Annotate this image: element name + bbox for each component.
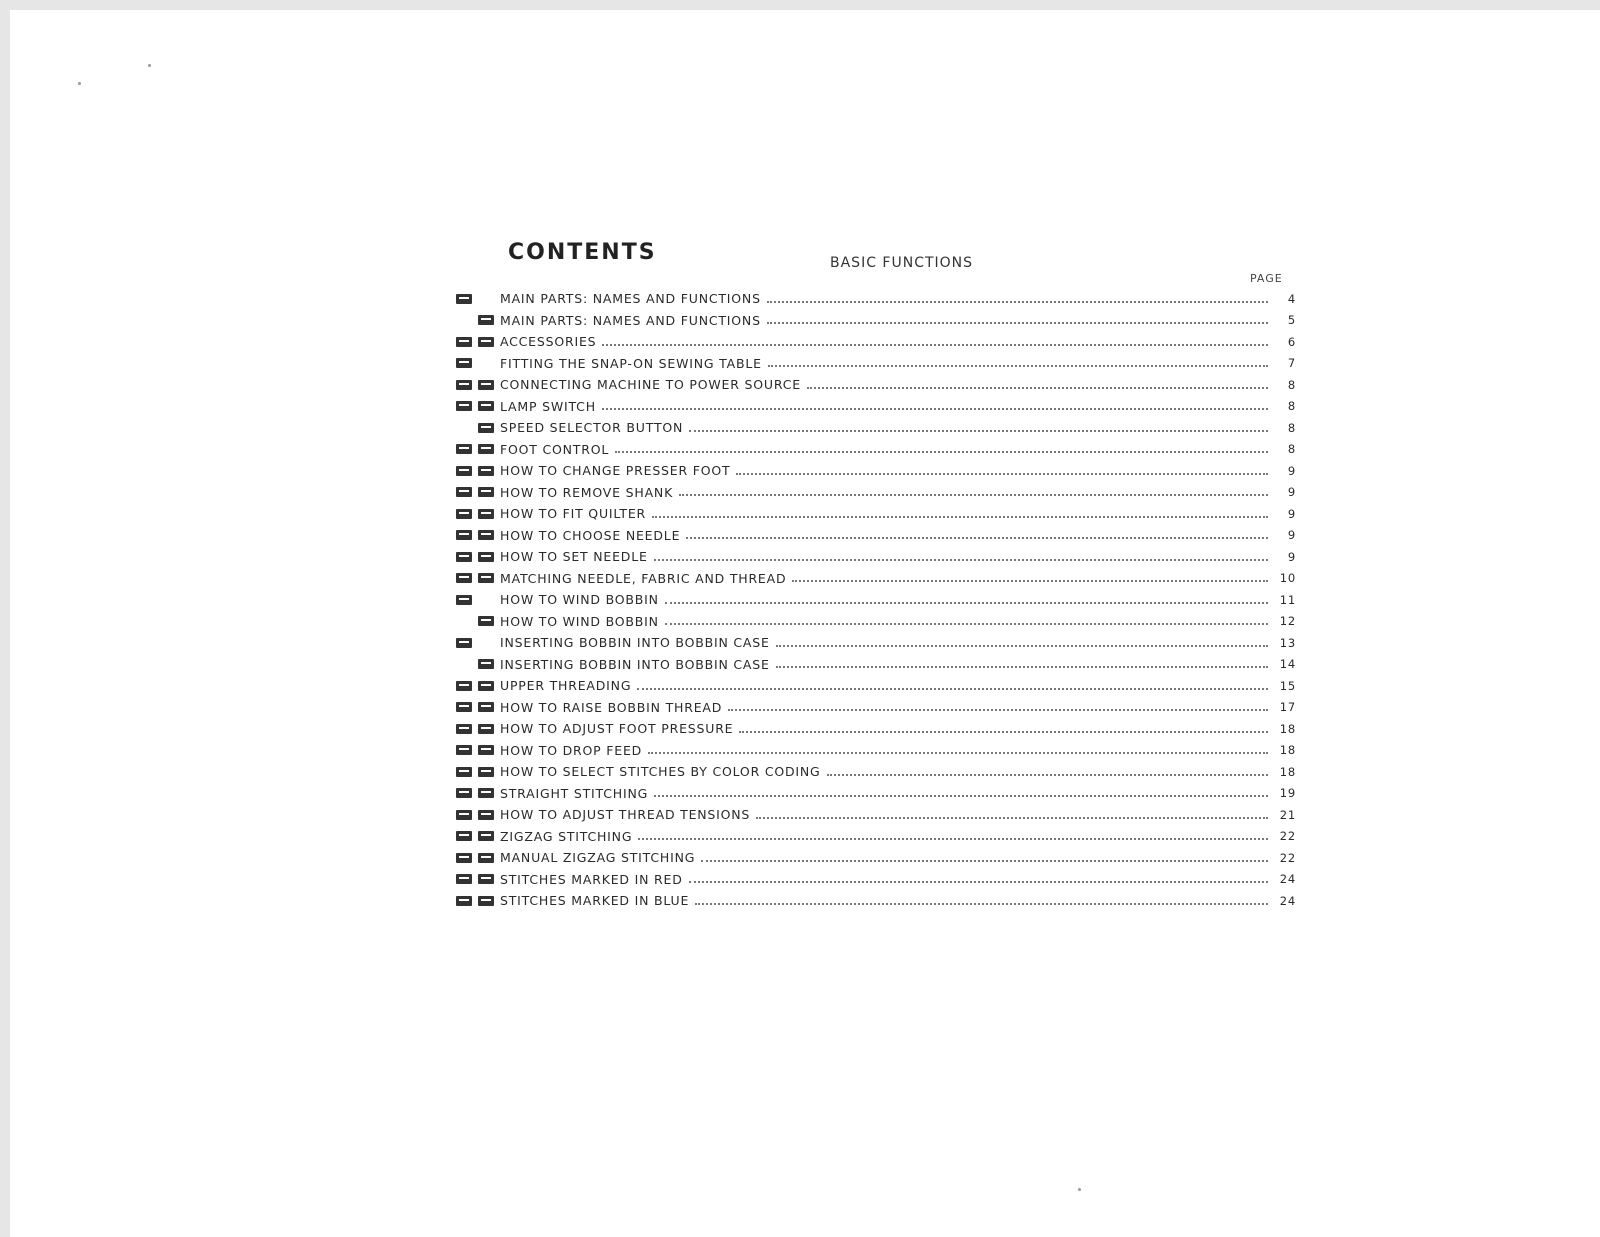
machine-model-icon xyxy=(456,853,472,863)
toc-entry xyxy=(456,546,1296,568)
toc-entry-page: 11 xyxy=(1279,592,1296,607)
toc-entry-page: 18 xyxy=(1279,764,1296,779)
toc-entry xyxy=(456,718,1296,740)
toc-entry xyxy=(456,310,1296,332)
toc-entry-label: STRAIGHT STITCHING xyxy=(500,785,649,801)
empty-mark xyxy=(456,423,472,433)
machine-model-icon xyxy=(478,681,494,691)
toc-entry xyxy=(456,611,1296,633)
scan-speck xyxy=(148,64,151,67)
toc-entry-label: HOW TO ADJUST FOOT PRESSURE xyxy=(500,721,734,737)
dot-leader xyxy=(686,537,1268,539)
machine-model-icon xyxy=(456,401,472,411)
model-marks xyxy=(456,509,500,519)
toc-entry xyxy=(456,826,1296,848)
toc-entry-page: 18 xyxy=(1279,721,1296,736)
toc-entry xyxy=(456,460,1296,482)
dot-leader xyxy=(689,881,1268,883)
machine-model-icon xyxy=(478,573,494,583)
toc-entry-label: ZIGZAG STITCHING xyxy=(500,828,633,844)
machine-model-icon xyxy=(456,552,472,562)
dot-leader xyxy=(695,903,1268,905)
toc-entry xyxy=(456,589,1296,611)
toc-entry-page: 22 xyxy=(1279,829,1296,844)
machine-model-icon xyxy=(456,681,472,691)
toc-entry-label: HOW TO SELECT STITCHES BY COLOR CODING xyxy=(500,764,821,780)
model-marks xyxy=(456,638,500,648)
toc-entry-label: HOW TO RAISE BOBBIN THREAD xyxy=(500,699,723,715)
scan-speck xyxy=(1078,1188,1081,1191)
toc-entry xyxy=(456,374,1296,396)
machine-model-icon xyxy=(478,702,494,712)
dot-leader xyxy=(638,838,1268,840)
contents-title: CONTENTS xyxy=(508,240,657,265)
toc-entry-page: 21 xyxy=(1279,807,1296,822)
machine-model-icon xyxy=(478,659,494,669)
dot-leader xyxy=(792,580,1268,582)
toc-entry-page: 22 xyxy=(1279,850,1296,865)
dot-leader xyxy=(767,301,1268,303)
dot-leader xyxy=(768,365,1268,367)
model-marks xyxy=(456,874,500,884)
toc-entry-label: LAMP SWITCH xyxy=(500,398,596,414)
toc-entry-label: SPEED SELECTOR BUTTON xyxy=(500,420,684,436)
dot-leader xyxy=(739,731,1268,733)
machine-model-icon xyxy=(478,810,494,820)
dot-leader xyxy=(807,387,1268,389)
toc-entry-page: 8 xyxy=(1287,442,1296,457)
dot-leader xyxy=(602,408,1268,410)
machine-model-icon xyxy=(456,810,472,820)
toc-entry-label: HOW TO WIND BOBBIN xyxy=(500,592,659,608)
machine-model-icon xyxy=(478,724,494,734)
model-marks xyxy=(456,767,500,777)
machine-model-icon xyxy=(456,767,472,777)
toc-entry xyxy=(456,288,1296,310)
machine-model-icon xyxy=(478,767,494,777)
machine-model-icon xyxy=(478,487,494,497)
machine-model-icon xyxy=(456,595,472,605)
toc-entry xyxy=(456,439,1296,461)
toc-entry-page: 13 xyxy=(1279,635,1296,650)
toc-entry-label: FITTING THE SNAP-ON SEWING TABLE xyxy=(500,355,762,371)
machine-model-icon xyxy=(456,466,472,476)
toc-entry xyxy=(456,396,1296,418)
dot-leader xyxy=(665,602,1268,604)
model-marks xyxy=(456,552,500,562)
dot-leader xyxy=(615,451,1268,453)
toc-entry xyxy=(456,331,1296,353)
machine-model-icon xyxy=(456,509,472,519)
toc-entry xyxy=(456,654,1296,676)
toc-entry-label: MANUAL ZIGZAG STITCHING xyxy=(500,850,696,866)
machine-model-icon xyxy=(478,853,494,863)
toc-entry xyxy=(456,525,1296,547)
machine-model-icon xyxy=(478,831,494,841)
empty-mark xyxy=(456,315,472,325)
toc-entry xyxy=(456,697,1296,719)
toc-entry-label: CONNECTING MACHINE TO POWER SOURCE xyxy=(500,377,801,393)
machine-model-icon xyxy=(456,638,472,648)
machine-model-icon xyxy=(478,874,494,884)
model-marks xyxy=(456,380,500,390)
toc-entry-page: 12 xyxy=(1279,614,1296,629)
toc-entry-label: HOW TO SET NEEDLE xyxy=(500,549,648,565)
toc-entry-label: HOW TO CHANGE PRESSER FOOT xyxy=(500,463,731,479)
dot-leader xyxy=(701,860,1268,862)
dot-leader xyxy=(679,494,1268,496)
toc-entry-label: INSERTING BOBBIN INTO BOBBIN CASE xyxy=(500,635,770,651)
section-title: BASIC FUNCTIONS xyxy=(830,255,974,271)
dot-leader xyxy=(776,645,1268,647)
model-marks xyxy=(456,745,500,755)
toc-entry xyxy=(456,353,1296,375)
machine-model-icon xyxy=(456,294,472,304)
toc-entry-label: HOW TO WIND BOBBIN xyxy=(500,613,659,629)
machine-model-icon xyxy=(478,466,494,476)
machine-model-icon xyxy=(456,530,472,540)
toc-entry-page: 4 xyxy=(1287,291,1296,306)
document-page xyxy=(10,10,1600,1237)
toc-entry-label: STITCHES MARKED IN BLUE xyxy=(500,893,690,909)
dot-leader xyxy=(776,666,1268,668)
dot-leader xyxy=(736,473,1268,475)
model-marks xyxy=(456,487,500,497)
scan-speck xyxy=(78,82,81,85)
empty-mark xyxy=(456,659,472,669)
toc-entry xyxy=(456,632,1296,654)
toc-entry xyxy=(456,417,1296,439)
machine-model-icon xyxy=(478,423,494,433)
toc-entry xyxy=(456,804,1296,826)
model-marks xyxy=(456,810,500,820)
toc-entry xyxy=(456,783,1296,805)
toc-entry-label: UPPER THREADING xyxy=(500,678,632,694)
toc-entry xyxy=(456,890,1296,912)
toc-entry xyxy=(456,761,1296,783)
machine-model-icon xyxy=(456,874,472,884)
toc-entry-page: 9 xyxy=(1287,506,1296,521)
toc-entry xyxy=(456,869,1296,891)
empty-mark xyxy=(478,595,494,605)
toc-entry-page: 8 xyxy=(1287,420,1296,435)
toc-entry-page: 19 xyxy=(1279,786,1296,801)
empty-mark xyxy=(478,358,494,368)
machine-model-icon xyxy=(478,509,494,519)
dot-leader xyxy=(665,623,1268,625)
machine-model-icon xyxy=(456,724,472,734)
machine-model-icon xyxy=(456,380,472,390)
toc-entry-page: 9 xyxy=(1287,528,1296,543)
dot-leader xyxy=(728,709,1268,711)
model-marks xyxy=(456,573,500,583)
dot-leader xyxy=(637,688,1268,690)
toc-entry-label: HOW TO CHOOSE NEEDLE xyxy=(500,527,681,543)
machine-model-icon xyxy=(478,616,494,626)
dot-leader xyxy=(767,322,1268,324)
toc-entry-label: MAIN PARTS: NAMES AND FUNCTIONS xyxy=(500,291,761,307)
model-marks xyxy=(456,315,500,325)
model-marks xyxy=(456,595,500,605)
toc-entry-page: 10 xyxy=(1279,571,1296,586)
toc-entry-label: FOOT CONTROL xyxy=(500,441,610,457)
toc-entry xyxy=(456,847,1296,869)
machine-model-icon xyxy=(456,745,472,755)
machine-model-icon xyxy=(456,788,472,798)
toc-entry-page: 9 xyxy=(1287,463,1296,478)
machine-model-icon xyxy=(456,831,472,841)
toc-entry-label: HOW TO DROP FEED xyxy=(500,742,643,758)
toc-entry-page: 7 xyxy=(1287,356,1296,371)
machine-model-icon xyxy=(478,444,494,454)
dot-leader xyxy=(827,774,1268,776)
model-marks xyxy=(456,530,500,540)
machine-model-icon xyxy=(456,358,472,368)
machine-model-icon xyxy=(456,573,472,583)
model-marks xyxy=(456,444,500,454)
machine-model-icon xyxy=(478,896,494,906)
machine-model-icon xyxy=(478,788,494,798)
model-marks xyxy=(456,896,500,906)
dot-leader xyxy=(652,516,1268,518)
toc-entry xyxy=(456,482,1296,504)
toc-entry-label: MATCHING NEEDLE, FABRIC AND THREAD xyxy=(500,570,787,586)
toc-entry-label: ACCESSORIES xyxy=(500,334,597,350)
model-marks xyxy=(456,831,500,841)
dot-leader xyxy=(654,559,1268,561)
model-marks xyxy=(456,423,500,433)
toc-entry-page: 24 xyxy=(1279,872,1296,887)
model-marks xyxy=(456,681,500,691)
model-marks xyxy=(456,659,500,669)
model-marks xyxy=(456,358,500,368)
model-marks xyxy=(456,788,500,798)
toc-entry-label: HOW TO ADJUST THREAD TENSIONS xyxy=(500,807,751,823)
model-marks xyxy=(456,853,500,863)
machine-model-icon xyxy=(478,552,494,562)
machine-model-icon xyxy=(478,401,494,411)
toc-entry-page: 8 xyxy=(1287,399,1296,414)
toc-entry-page: 9 xyxy=(1287,485,1296,500)
table-of-contents xyxy=(456,288,1296,912)
model-marks xyxy=(456,294,500,304)
toc-entry-page: 17 xyxy=(1279,700,1296,715)
toc-entry-label: STITCHES MARKED IN RED xyxy=(500,871,683,887)
model-marks xyxy=(456,466,500,476)
toc-entry-page: 6 xyxy=(1287,334,1296,349)
dot-leader xyxy=(756,817,1268,819)
machine-model-icon xyxy=(478,380,494,390)
toc-entry-page: 14 xyxy=(1279,657,1296,672)
model-marks xyxy=(456,401,500,411)
machine-model-icon xyxy=(456,444,472,454)
empty-mark xyxy=(478,638,494,648)
machine-model-icon xyxy=(478,530,494,540)
model-marks xyxy=(456,337,500,347)
dot-leader xyxy=(689,430,1268,432)
toc-entry-label: MAIN PARTS: NAMES AND FUNCTIONS xyxy=(500,312,761,328)
toc-entry-page: 9 xyxy=(1287,549,1296,564)
model-marks xyxy=(456,702,500,712)
machine-model-icon xyxy=(456,702,472,712)
toc-entry-label: HOW TO FIT QUILTER xyxy=(500,506,647,522)
empty-mark xyxy=(478,294,494,304)
machine-model-icon xyxy=(456,487,472,497)
toc-entry-label: HOW TO REMOVE SHANK xyxy=(500,484,674,500)
toc-entry xyxy=(456,503,1296,525)
toc-entry-page: 8 xyxy=(1287,377,1296,392)
machine-model-icon xyxy=(478,337,494,347)
toc-entry-page: 18 xyxy=(1279,743,1296,758)
model-marks xyxy=(456,616,500,626)
toc-entry xyxy=(456,740,1296,762)
dot-leader xyxy=(602,344,1268,346)
dot-leader xyxy=(654,795,1268,797)
toc-entry xyxy=(456,675,1296,697)
machine-model-icon xyxy=(456,337,472,347)
dot-leader xyxy=(648,752,1268,754)
toc-entry-page: 15 xyxy=(1279,678,1296,693)
machine-model-icon xyxy=(456,896,472,906)
empty-mark xyxy=(456,616,472,626)
toc-entry xyxy=(456,568,1296,590)
toc-entry-page: 5 xyxy=(1287,313,1296,328)
toc-entry-label: INSERTING BOBBIN INTO BOBBIN CASE xyxy=(500,656,770,672)
model-marks xyxy=(456,724,500,734)
toc-entry-page: 24 xyxy=(1279,893,1296,908)
page-column-header: PAGE xyxy=(1250,272,1283,285)
machine-model-icon xyxy=(478,315,494,325)
machine-model-icon xyxy=(478,745,494,755)
